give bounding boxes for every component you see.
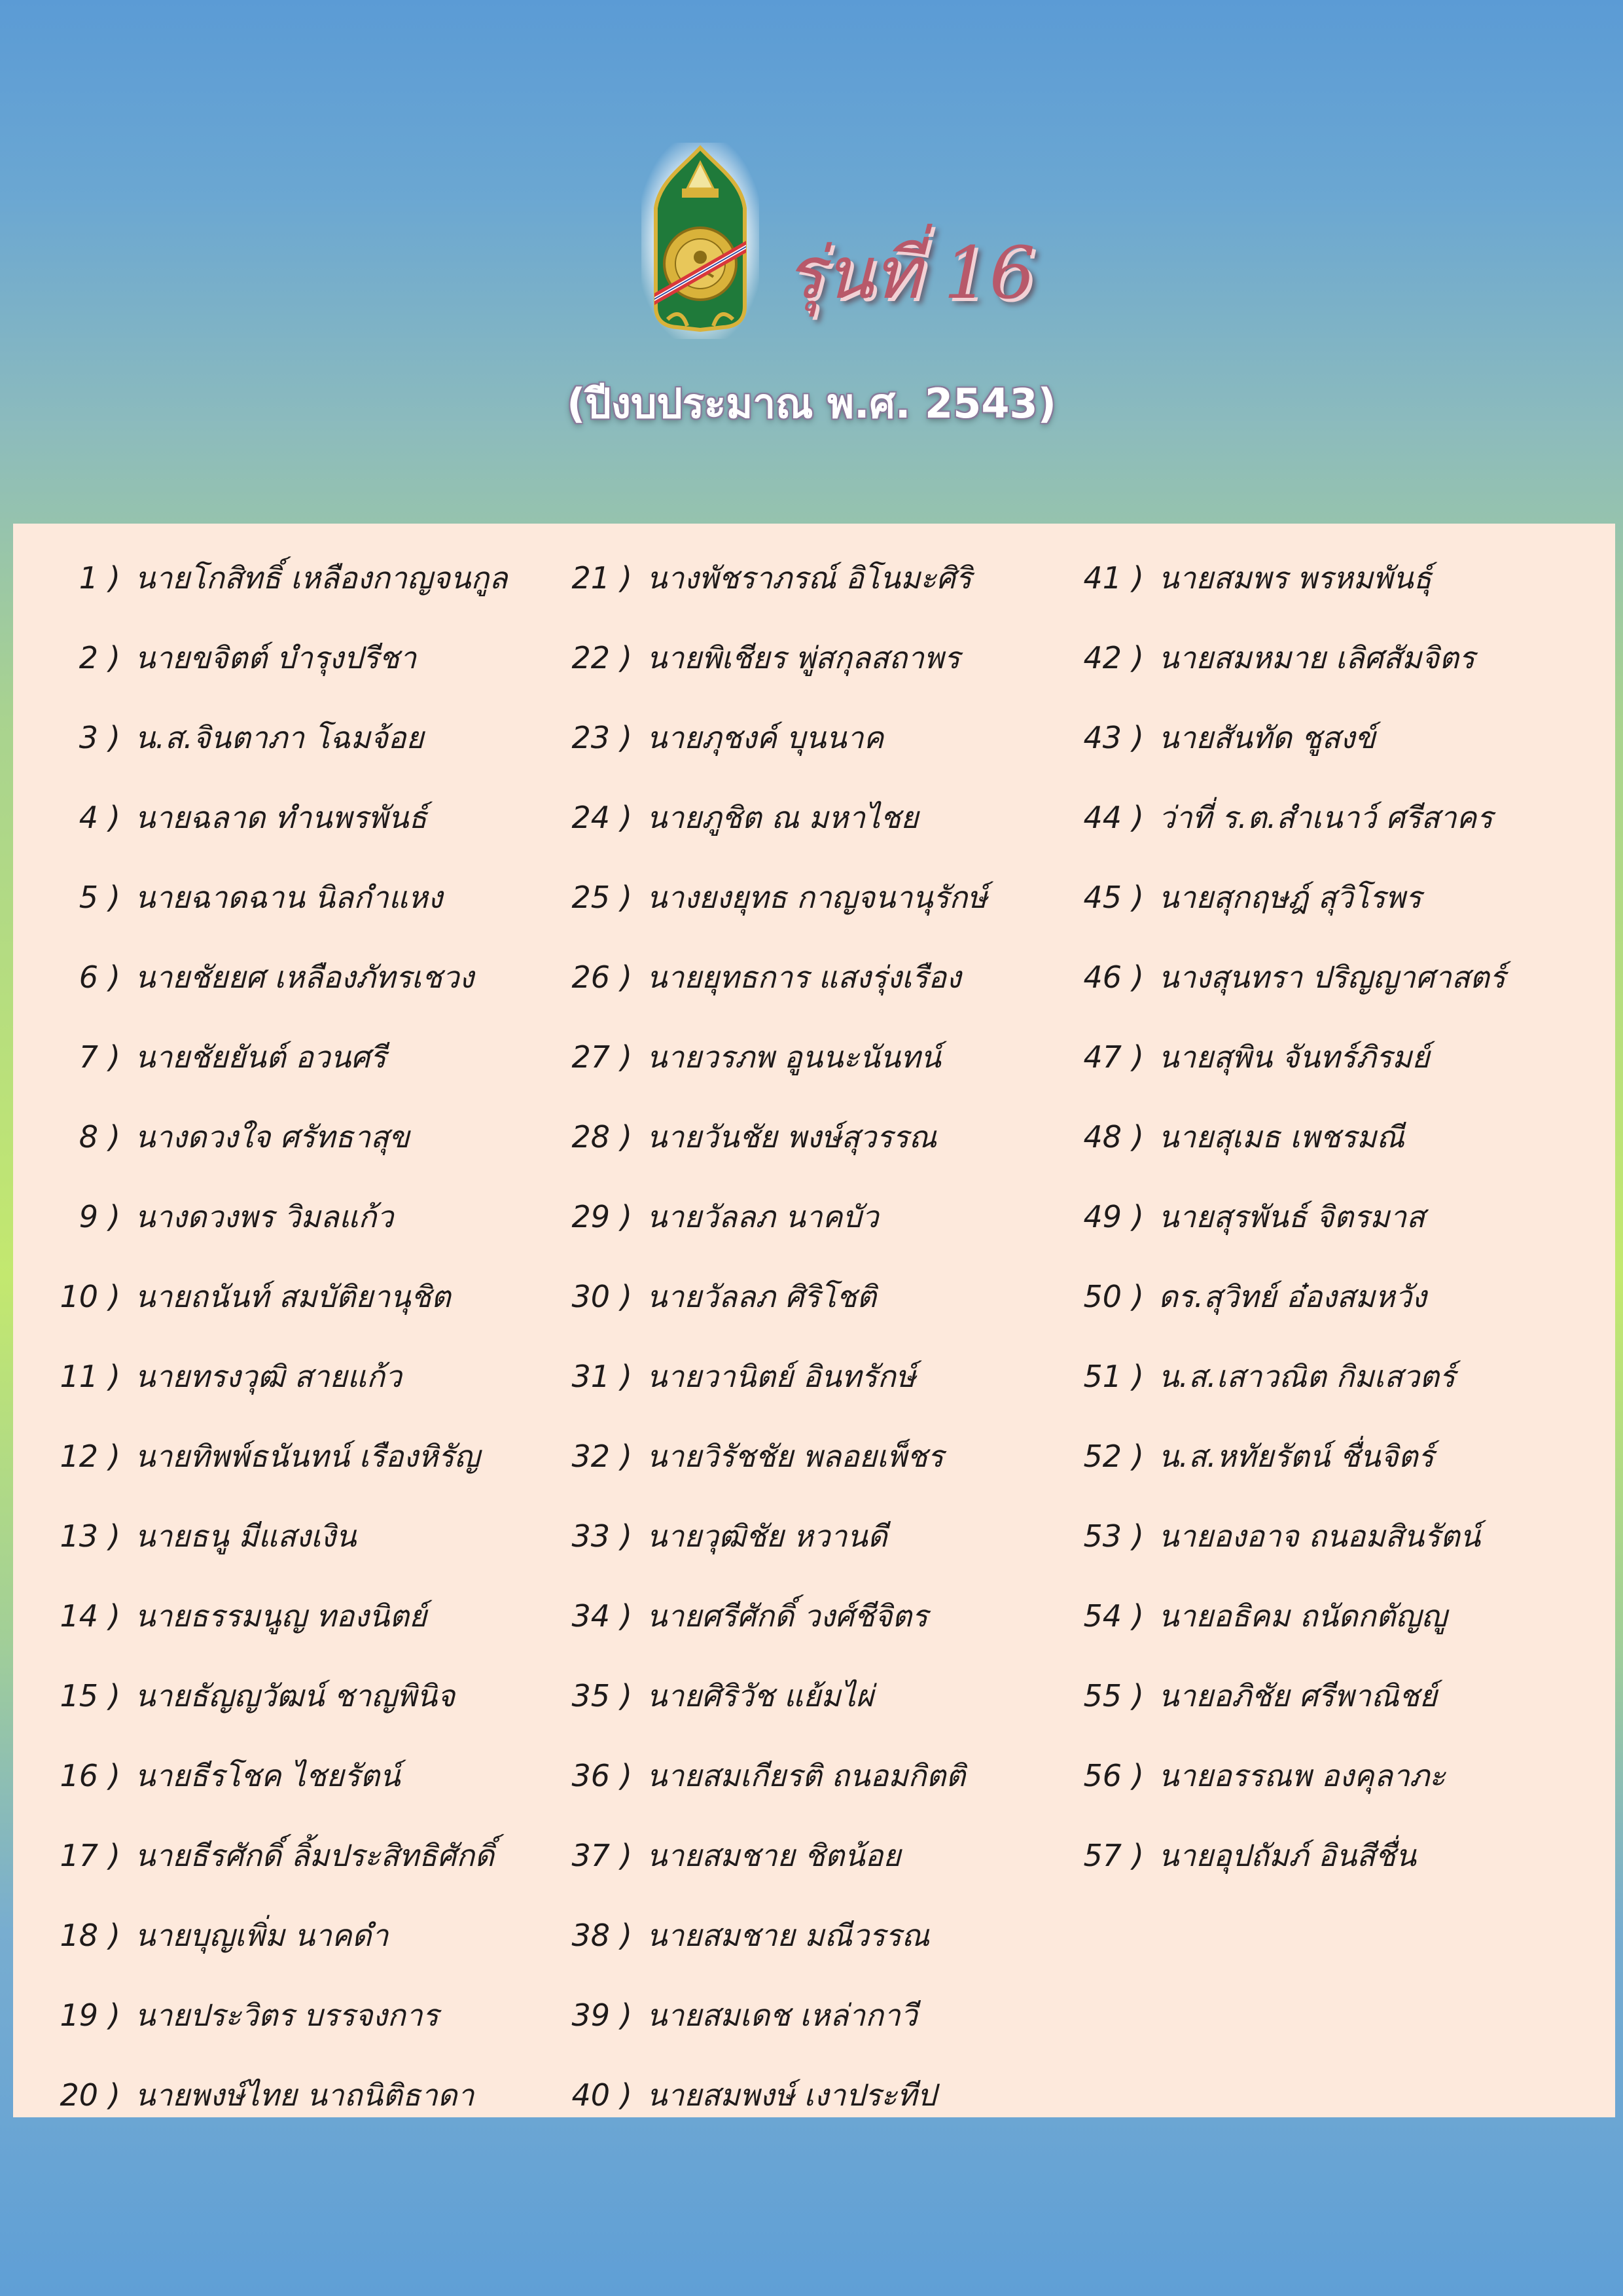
member-number: 45: [1083, 880, 1122, 915]
member-name: นายสมเกียรติ ถนอมกิตติ: [646, 1758, 966, 1793]
member-name: นายอรรณพ องคุลาภะ: [1158, 1758, 1446, 1793]
number-parenthesis: ): [109, 1678, 120, 1713]
list-item: [1068, 1656, 1506, 1736]
member-name: นายฉลาด ทำนพรพันธ์: [134, 800, 427, 835]
list-item: [1068, 1336, 1506, 1416]
member-number: 32: [571, 1439, 610, 1474]
number-parenthesis: ): [1132, 800, 1144, 835]
member-name: น.ส.จินตาภา โฉมจ้อย: [134, 720, 424, 755]
number-parenthesis: ): [620, 720, 632, 755]
number-parenthesis: ): [1132, 1039, 1144, 1075]
list-item: [556, 1736, 988, 1816]
member-number: 46: [1083, 960, 1122, 995]
list-item: [556, 857, 988, 937]
member-number: 15: [60, 1678, 98, 1713]
member-number: 8: [79, 1119, 98, 1155]
number-parenthesis: ): [620, 1119, 632, 1155]
member-name: นายสุกฤษฎ์ สุวิโรพร: [1158, 880, 1422, 915]
member-name: นายฉาดฉาน นิลกำแหง: [134, 880, 443, 915]
member-number: 54: [1083, 1598, 1122, 1634]
list-item: [556, 2055, 988, 2135]
member-name: ว่าที่ ร.ต.สำเนาว์ ศรีสาคร: [1158, 800, 1493, 835]
number-parenthesis: ): [1132, 1279, 1144, 1314]
list-item: [556, 1816, 988, 1895]
member-number: 25: [571, 880, 610, 915]
member-name: นายอภิชัย ศรีพาณิชย์: [1158, 1678, 1437, 1713]
member-number: 33: [571, 1518, 610, 1554]
member-name: นายธีรศักดิ์ ลิ้มประสิทธิศักดิ์: [134, 1838, 495, 1873]
member-number: 19: [60, 1998, 98, 2033]
number-parenthesis: ): [1132, 1359, 1144, 1394]
member-number: 10: [60, 1279, 98, 1314]
member-number: 7: [79, 1039, 98, 1075]
number-parenthesis: ): [620, 2077, 632, 2113]
member-number: 35: [571, 1678, 610, 1713]
member-name: ดร.สุวิทย์ อ๋องสมหวัง: [1158, 1279, 1427, 1314]
member-number: 21: [571, 560, 610, 596]
list-item: [45, 778, 507, 857]
list-item: [45, 857, 507, 937]
member-name: นายสมชาย ชิตน้อย: [646, 1838, 901, 1873]
number-parenthesis: ): [1132, 1518, 1144, 1554]
number-parenthesis: ): [109, 1199, 120, 1234]
list-item: [556, 1576, 988, 1656]
list-item: [45, 1496, 507, 1576]
member-number: 52: [1083, 1439, 1122, 1474]
number-parenthesis: ): [620, 800, 632, 835]
list-item: [1068, 857, 1506, 937]
list-item: [1068, 1257, 1506, 1336]
member-number: 11: [60, 1359, 98, 1394]
member-name: นางยงยุทธ กาญจนานุรักษ์: [646, 880, 988, 915]
list-item: [1068, 698, 1506, 778]
member-number: 30: [571, 1279, 610, 1314]
number-parenthesis: ): [1132, 1838, 1144, 1873]
number-parenthesis: ): [109, 1439, 120, 1474]
member-name: นายวันชัย พงษ์สุวรรณ: [646, 1119, 937, 1155]
number-parenthesis: ): [109, 560, 120, 596]
member-number: 4: [79, 800, 98, 835]
number-parenthesis: ): [1132, 960, 1144, 995]
fiscal-year-subtitle: (ปีงบประมาณ พ.ศ. 2543): [567, 380, 1056, 427]
member-name: นางดวงพร วิมลแก้ว: [134, 1199, 394, 1234]
list-item: [1068, 1017, 1506, 1097]
list-item: [1068, 618, 1506, 698]
list-item: [45, 1576, 507, 1656]
member-number: 27: [571, 1039, 610, 1075]
number-parenthesis: ): [109, 1359, 120, 1394]
member-name: นายองอาจ ถนอมสินรัตน์: [1158, 1518, 1481, 1554]
list-item: [45, 618, 507, 698]
number-parenthesis: ): [109, 1918, 120, 1953]
member-name: นายธรรมนูญ ทองนิตย์: [134, 1598, 427, 1634]
list-item: [556, 1496, 988, 1576]
number-parenthesis: ): [620, 1598, 632, 1634]
member-name: นายธีรโชค ไชยรัตน์: [134, 1758, 401, 1793]
member-name: นางพัชราภรณ์ อิโนมะศิริ: [646, 560, 972, 596]
number-parenthesis: ): [620, 1838, 632, 1873]
page-header: [0, 0, 1623, 524]
list-item: [1068, 1496, 1506, 1576]
list-item: [45, 1336, 507, 1416]
number-parenthesis: ): [620, 880, 632, 915]
member-name: นายอธิคม ถนัดกตัญญู: [1158, 1598, 1447, 1634]
number-parenthesis: ): [620, 960, 632, 995]
number-parenthesis: ): [1132, 1598, 1144, 1634]
number-parenthesis: ): [620, 1279, 632, 1314]
member-name: น.ส.เสาวณิต กิมเสวตร์: [1158, 1359, 1455, 1394]
number-parenthesis: ): [1132, 1678, 1144, 1713]
member-number: 51: [1083, 1359, 1122, 1394]
member-name: นายสุเมธ เพชรมณี: [1158, 1119, 1404, 1155]
number-parenthesis: ): [620, 1918, 632, 1953]
list-item: [45, 1656, 507, 1736]
member-name: นายศรีศักดิ์ วงศ์ชีจิตร: [646, 1598, 928, 1634]
list-item: [556, 698, 988, 778]
member-number: 49: [1083, 1199, 1122, 1234]
number-parenthesis: ): [620, 1039, 632, 1075]
list-item: [556, 778, 988, 857]
number-parenthesis: ): [109, 1119, 120, 1155]
member-name: นายภุชงค์ บุนนาค: [646, 720, 884, 755]
member-number: 44: [1083, 800, 1122, 835]
number-parenthesis: ): [620, 1439, 632, 1474]
list-item: [556, 937, 988, 1017]
member-name: นายวัลลภ ศิริโชติ: [646, 1279, 877, 1314]
number-parenthesis: ): [1132, 560, 1144, 596]
member-name: นายวุฒิชัย หวานดี: [646, 1518, 887, 1554]
list-item: [45, 1017, 507, 1097]
list-item: [556, 1656, 988, 1736]
number-parenthesis: ): [1132, 1119, 1144, 1155]
number-parenthesis: ): [620, 1998, 632, 2033]
member-name: นายสมพร พรหมพันธุ์: [1158, 560, 1432, 596]
list-item: [45, 1177, 507, 1257]
number-parenthesis: ): [109, 2077, 120, 2113]
list-item: [1068, 1576, 1506, 1656]
member-name: นายพิเชียร พู่สกุลสถาพร: [646, 640, 960, 675]
member-number: 42: [1083, 640, 1122, 675]
member-name: นายบุญเพิ่ม นาคดำ: [134, 1918, 389, 1953]
number-parenthesis: ): [1132, 1199, 1144, 1234]
member-number: 50: [1083, 1279, 1122, 1314]
list-item: [556, 1336, 988, 1416]
member-number: 36: [571, 1758, 610, 1793]
member-number: 5: [79, 880, 98, 915]
member-number: 43: [1083, 720, 1122, 755]
member-name: นายชัยยันต์ อวนศรี: [134, 1039, 387, 1075]
page-title: รุ่นที่ 16: [785, 231, 1035, 315]
member-number: 22: [571, 640, 610, 675]
member-number: 41: [1083, 560, 1122, 596]
member-number: 29: [571, 1199, 610, 1234]
member-number: 12: [60, 1439, 98, 1474]
member-number: 40: [571, 2077, 610, 2113]
member-number: 37: [571, 1838, 610, 1873]
member-column-1: [45, 538, 507, 2135]
number-parenthesis: ): [1132, 880, 1144, 915]
list-item: [556, 1097, 988, 1177]
list-item: [45, 538, 507, 618]
list-item: [556, 1177, 988, 1257]
member-name: นายสุรพันธ์ จิตรมาส: [1158, 1199, 1425, 1234]
number-parenthesis: ): [109, 640, 120, 675]
list-item: [1068, 778, 1506, 857]
member-name: นายประวิตร บรรจงการ: [134, 1998, 439, 2033]
member-number: 6: [79, 960, 98, 995]
number-parenthesis: ): [1132, 1439, 1144, 1474]
number-parenthesis: ): [109, 1039, 120, 1075]
number-parenthesis: ): [109, 800, 120, 835]
member-number: 53: [1083, 1518, 1122, 1554]
number-parenthesis: ): [620, 640, 632, 675]
member-name: นายสมหมาย เลิศสัมจิตร: [1158, 640, 1475, 675]
number-parenthesis: ): [109, 1598, 120, 1634]
member-number: 18: [60, 1918, 98, 1953]
member-name: นายถนันท์ สมบัติยานุชิต: [134, 1279, 451, 1314]
member-number: 38: [571, 1918, 610, 1953]
member-number: 23: [571, 720, 610, 755]
list-item: [556, 1895, 988, 1975]
list-item: [45, 1895, 507, 1975]
member-name: นายสันทัด ชูสงข์: [1158, 720, 1376, 755]
member-name: นายขจิตต์ บำรุงปรีชา: [134, 640, 417, 675]
list-item: [45, 1257, 507, 1336]
list-item: [556, 1017, 988, 1097]
number-parenthesis: ): [109, 1518, 120, 1554]
number-parenthesis: ): [620, 1758, 632, 1793]
number-parenthesis: ): [109, 1838, 120, 1873]
member-number: 39: [571, 1998, 610, 2033]
number-parenthesis: ): [620, 1678, 632, 1713]
number-parenthesis: ): [620, 560, 632, 596]
member-name: นายทรงวุฒิ สายแก้ว: [134, 1359, 402, 1394]
school-emblem-icon: [641, 143, 759, 339]
member-name: นายสมเดช เหล่ากาวี: [646, 1998, 918, 2033]
list-item: [1068, 538, 1506, 618]
list-item: [1068, 1816, 1506, 1895]
number-parenthesis: ): [1132, 640, 1144, 675]
member-number: 28: [571, 1119, 610, 1155]
member-number: 14: [60, 1598, 98, 1634]
member-name: นายโกสิทธิ์ เหลืองกาญจนกูล: [134, 560, 508, 596]
member-column-2: [556, 538, 988, 2135]
member-list-panel: [13, 524, 1615, 2117]
list-item: [1068, 1416, 1506, 1496]
member-name: นายวัลลภ นาคบัว: [646, 1199, 879, 1234]
member-name: นางดวงใจ ศรัทธาสุข: [134, 1119, 410, 1155]
number-parenthesis: ): [109, 1279, 120, 1314]
member-number: 56: [1083, 1758, 1122, 1793]
member-number: 1: [79, 560, 98, 596]
member-number: 24: [571, 800, 610, 835]
member-number: 48: [1083, 1119, 1122, 1155]
list-item: [556, 1416, 988, 1496]
list-item: [556, 1257, 988, 1336]
number-parenthesis: ): [1132, 1758, 1144, 1793]
member-name: นายวรภพ อูนนะนันทน์: [646, 1039, 941, 1075]
number-parenthesis: ): [109, 720, 120, 755]
number-parenthesis: ): [109, 880, 120, 915]
list-item: [556, 1975, 988, 2055]
member-name: นายอุปถัมภ์ อินสีชื่น: [1158, 1838, 1416, 1873]
list-item: [45, 2055, 507, 2135]
member-name: นายธนู มีแสงเงิน: [134, 1518, 357, 1554]
member-number: 57: [1083, 1838, 1122, 1873]
number-parenthesis: ): [620, 1359, 632, 1394]
number-parenthesis: ): [109, 1758, 120, 1793]
list-item: [45, 1097, 507, 1177]
member-column-3: [1068, 538, 1506, 1895]
member-name: นายยุทธการ แสงรุ่งเรือง: [646, 960, 961, 995]
number-parenthesis: ): [1132, 720, 1144, 755]
member-number: 13: [60, 1518, 98, 1554]
member-name: นางสุนทรา ปริญญาศาสตร์: [1158, 960, 1506, 995]
member-number: 3: [79, 720, 98, 755]
number-parenthesis: ): [620, 1199, 632, 1234]
member-name: นายทิพพ์ธนันทน์ เรืองหิรัญ: [134, 1439, 480, 1474]
list-item: [45, 1416, 507, 1496]
member-number: 31: [571, 1359, 610, 1394]
list-item: [1068, 1097, 1506, 1177]
member-name: นายวานิตย์ อินทรักษ์: [646, 1359, 916, 1394]
list-item: [1068, 937, 1506, 1017]
member-number: 26: [571, 960, 610, 995]
list-item: [45, 1736, 507, 1816]
list-item: [45, 937, 507, 1017]
list-item: [45, 1816, 507, 1895]
member-name: นายศิริวัช แย้มไผ่: [646, 1678, 874, 1713]
number-parenthesis: ): [620, 1518, 632, 1554]
member-number: 16: [60, 1758, 98, 1793]
member-number: 20: [60, 2077, 98, 2113]
member-number: 9: [79, 1199, 98, 1234]
number-parenthesis: ): [109, 1998, 120, 2033]
member-number: 17: [60, 1838, 98, 1873]
list-item: [1068, 1177, 1506, 1257]
member-number: 34: [571, 1598, 610, 1634]
member-name: น.ส.หทัยรัตน์ ชื่นจิตร์: [1158, 1439, 1435, 1474]
list-item: [45, 698, 507, 778]
member-number: 55: [1083, 1678, 1122, 1713]
member-name: นายชัยยศ เหลืองภัทรเชวง: [134, 960, 474, 995]
member-name: นายภูชิต ณ มหาไชย: [646, 800, 919, 835]
number-parenthesis: ): [109, 960, 120, 995]
member-name: นายสุพิน จันทร์ภิรมย์: [1158, 1039, 1430, 1075]
list-item: [556, 538, 988, 618]
member-number: 2: [79, 640, 98, 675]
list-item: [1068, 1736, 1506, 1816]
member-name: นายวิรัชชัย พลอยเพ็ชร: [646, 1439, 944, 1474]
member-name: นายสมพงษ์ เงาประทีป: [646, 2077, 936, 2113]
member-name: นายธัญญวัฒน์ ชาญพินิจ: [134, 1678, 455, 1713]
member-name: นายสมชาย มณีวรรณ: [646, 1918, 930, 1953]
list-item: [556, 618, 988, 698]
member-name: นายพงษ์ไทย นาถนิติธาดา: [134, 2077, 474, 2113]
list-item: [45, 1975, 507, 2055]
member-number: 47: [1083, 1039, 1122, 1075]
